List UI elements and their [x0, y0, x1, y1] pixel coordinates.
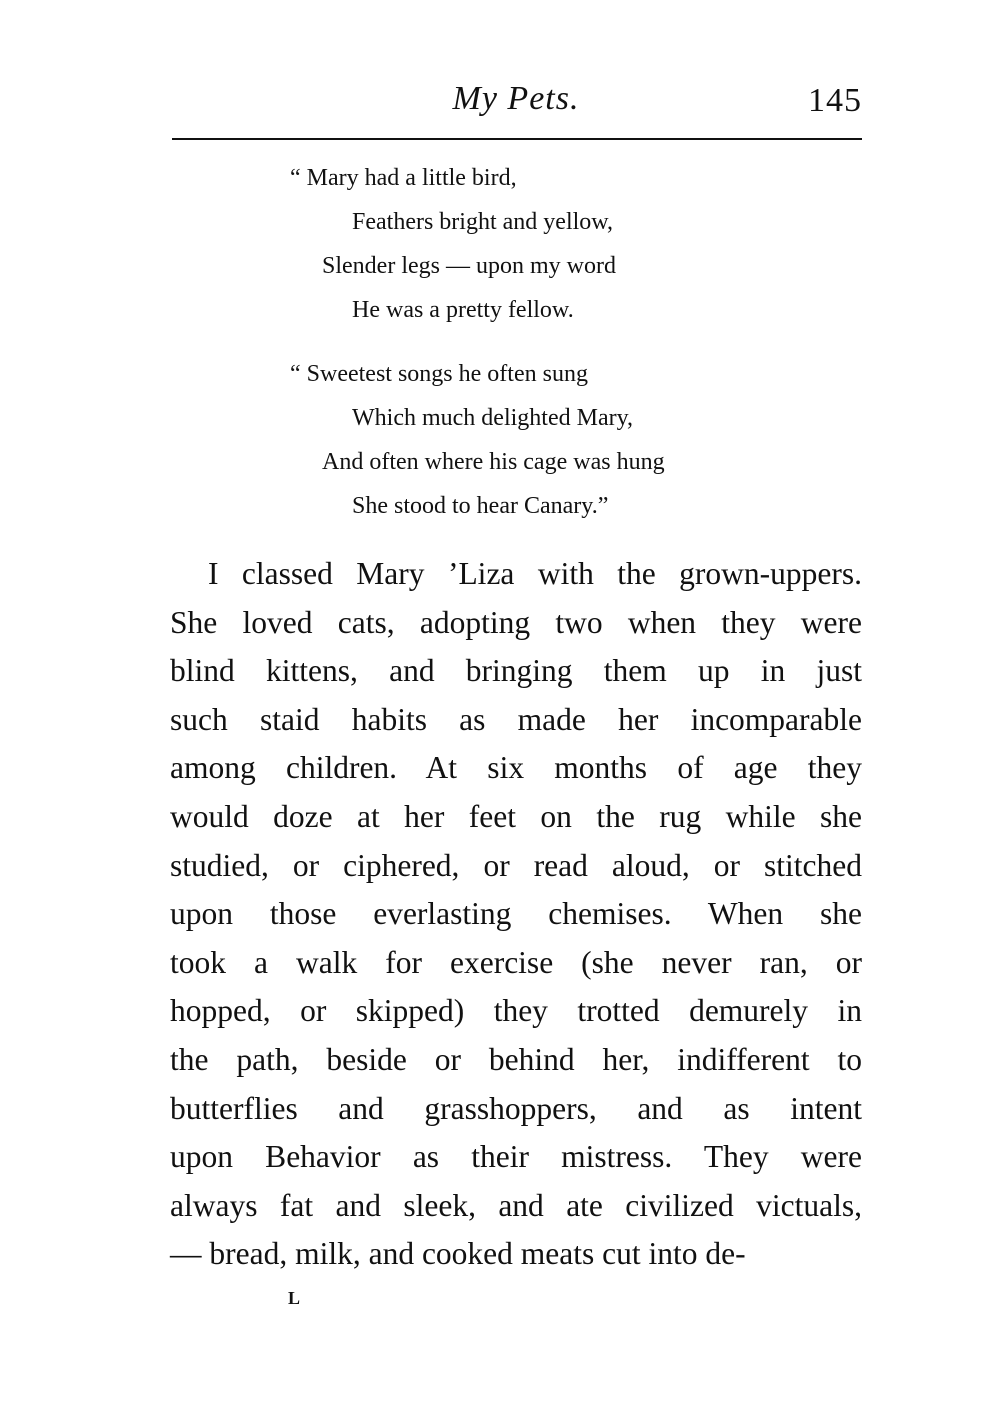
- verse-line: “ Sweetest songs he often sung: [290, 361, 588, 387]
- paragraph-line: took a walk for exercise (she never ran, or: [170, 944, 862, 980]
- paragraph-line: among children. At six months of age they: [170, 750, 862, 786]
- paragraph-line: the path, beside or behind her, indifferent to: [170, 1041, 862, 1077]
- paragraph-line: upon those everlasting chemises. When she: [170, 896, 862, 932]
- verse-line: “ Mary had a little bird,: [290, 165, 517, 191]
- running-head: [170, 80, 862, 130]
- paragraph-line: such staid habits as made her incomparable: [170, 701, 862, 737]
- verse-line: He was a pretty fellow.: [352, 297, 574, 323]
- paragraph-line: blind kittens, and bringing them up in just: [170, 653, 862, 689]
- paragraph-line: — bread, milk, and cooked meats cut into de-: [170, 1236, 746, 1272]
- paragraph-line: hopped, or skipped) they trotted demurely in: [170, 993, 862, 1029]
- verse-line: Slender legs — upon my word: [322, 253, 616, 279]
- verse-stanza-2: [290, 352, 810, 528]
- verse-line: Feathers bright and yellow,: [352, 209, 614, 235]
- verse-stanza-1: [290, 156, 810, 332]
- signature-mark: L: [288, 1288, 302, 1308]
- paragraph-line: studied, or ciphered, or read aloud, or stitched: [170, 847, 862, 883]
- paragraph-line: butterflies and grasshoppers, and as intent: [170, 1090, 862, 1126]
- body-paragraph: [170, 550, 862, 1279]
- verse-line: She stood to hear Canary.”: [352, 493, 609, 519]
- page-number: 145: [808, 82, 862, 119]
- paragraph-line: upon Behavior as their mistress. They were: [170, 1139, 862, 1175]
- paragraph-line: I classed Mary ’Liza with the grown-uppers.: [208, 556, 862, 591]
- paragraph-line: would doze at her feet on the rug while she: [170, 798, 862, 834]
- paragraph-line: always fat and sleek, and ate civilized victuals,: [170, 1187, 862, 1223]
- verse-line: Which much delighted Mary,: [352, 405, 634, 431]
- verse-line: And often where his cage was hung: [322, 449, 665, 475]
- running-title: My Pets.: [452, 80, 580, 117]
- header-rule: [172, 138, 862, 140]
- paragraph-line: She loved cats, adopting two when they were: [170, 604, 862, 640]
